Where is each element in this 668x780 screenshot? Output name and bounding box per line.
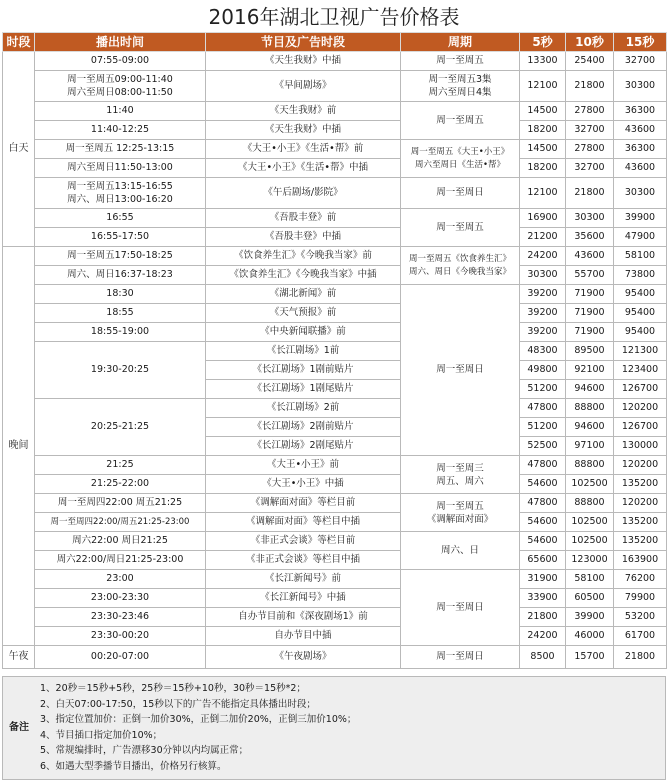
program: 《中央新闻联播》前 <box>206 323 401 342</box>
cycle: 周一至周五 <box>401 52 520 71</box>
air-time: 23:00-23:30 <box>35 589 206 608</box>
price-10s: 60500 <box>566 589 614 608</box>
table-row <box>3 304 667 323</box>
program: 《长江剧场》2前 <box>206 399 401 418</box>
price-15s: 73800 <box>614 266 667 285</box>
note-item: 6、如遇大型季播节目播出，价格另行核算。 <box>40 760 227 772</box>
price-15s: 43600 <box>614 159 667 178</box>
price-10s: 88800 <box>566 494 614 513</box>
table-row <box>3 247 667 266</box>
program: 《非正式会谈》等栏目中插 <box>206 551 401 570</box>
period-evening: 晚间 <box>3 247 35 646</box>
price-5s: 18200 <box>520 121 566 140</box>
air-time: 周一至周四22:00/周五21:25-23:00 <box>35 513 206 532</box>
table-row <box>3 532 667 551</box>
price-10s: 94600 <box>566 380 614 399</box>
air-time: 18:30 <box>35 285 206 304</box>
program: 《天生我财》前 <box>206 102 401 121</box>
table-row <box>3 513 667 532</box>
price-5s: 13300 <box>520 52 566 71</box>
table-row <box>3 52 667 71</box>
price-5s: 14500 <box>520 140 566 159</box>
table-row <box>3 646 667 669</box>
price-15s: 120200 <box>614 399 667 418</box>
price-5s: 52500 <box>520 437 566 456</box>
notes-section <box>2 676 666 780</box>
price-15s: 126700 <box>614 380 667 399</box>
air-time: 16:55-17:50 <box>35 228 206 247</box>
air-time: 21:25 <box>35 456 206 475</box>
price-15s: 120200 <box>614 456 667 475</box>
price-15s: 120200 <box>614 494 667 513</box>
program: 《大王•小王》前 <box>206 456 401 475</box>
cycle <box>401 71 520 102</box>
price-15s: 36300 <box>614 140 667 159</box>
price-15s: 36300 <box>614 102 667 121</box>
program: 《吾股丰登》中插 <box>206 228 401 247</box>
price-5s: 39200 <box>520 323 566 342</box>
price-5s: 12100 <box>520 71 566 102</box>
cycle <box>401 456 520 494</box>
price-5s: 24200 <box>520 247 566 266</box>
table-row <box>3 178 667 209</box>
price-10s: 71900 <box>566 304 614 323</box>
cycle: 周一至周日 <box>401 285 520 456</box>
air-time: 19:30-20:25 <box>35 342 206 399</box>
program: 《大王•小王》《生活•帮》中插 <box>206 159 401 178</box>
price-5s: 24200 <box>520 627 566 646</box>
table-row <box>3 342 667 361</box>
table-row <box>3 140 667 159</box>
table-row <box>3 102 667 121</box>
air-time: 周一至周四22:00 周五21:25 <box>35 494 206 513</box>
price-5s: 21800 <box>520 608 566 627</box>
price-15s: 95400 <box>614 323 667 342</box>
cycle-line: 周五、周六 <box>436 475 484 487</box>
price-5s: 39200 <box>520 285 566 304</box>
program: 《早间剧场》 <box>206 71 401 102</box>
price-15s: 30300 <box>614 71 667 102</box>
table-row <box>3 551 667 570</box>
cycle <box>401 140 520 178</box>
header-row <box>3 33 667 52</box>
price-5s: 21200 <box>520 228 566 247</box>
price-10s: 102500 <box>566 532 614 551</box>
header-program: 节目及广告时段 <box>206 33 401 52</box>
note-item: 4、节目插口指定加价10%； <box>40 729 163 741</box>
price-10s: 46000 <box>566 627 614 646</box>
cycle: 周一至周五 <box>401 102 520 140</box>
price-5s: 51200 <box>520 380 566 399</box>
note-item: 2、白天07:00-17:50，15秒以下的广告不能指定具体播出时段； <box>40 698 316 710</box>
price-10s: 43600 <box>566 247 614 266</box>
price-15s: 135200 <box>614 513 667 532</box>
price-5s: 47800 <box>520 494 566 513</box>
air-time-line: 周六至周日08:00-11:50 <box>67 87 173 98</box>
air-time: 周一至周五17:50-18:25 <box>35 247 206 266</box>
air-time: 周六22:00/周日21:25-23:00 <box>35 551 206 570</box>
price-15s: 47900 <box>614 228 667 247</box>
cycle <box>401 247 520 285</box>
price-5s: 54600 <box>520 513 566 532</box>
program: 《大王•小王》中插 <box>206 475 401 494</box>
air-time: 20:25-21:25 <box>35 399 206 456</box>
program: 《长江新闻号》中插 <box>206 589 401 608</box>
price-15s: 21800 <box>614 646 667 669</box>
price-5s: 47800 <box>520 399 566 418</box>
program: 《调解面对面》等栏目中插 <box>206 513 401 532</box>
price-5s: 65600 <box>520 551 566 570</box>
program: 《长江剧场》2剧尾贴片 <box>206 437 401 456</box>
table-row <box>3 159 667 178</box>
cycle: 周一至周五 <box>401 209 520 247</box>
price-15s: 32700 <box>614 52 667 71</box>
program: 《长江剧场》2剧前贴片 <box>206 418 401 437</box>
air-time: 21:25-22:00 <box>35 475 206 494</box>
price-15s: 121300 <box>614 342 667 361</box>
price-10s: 25400 <box>566 52 614 71</box>
price-5s: 16900 <box>520 209 566 228</box>
period-midnight: 午夜 <box>3 646 35 669</box>
air-time <box>35 178 206 209</box>
cycle-line: 《调解面对面》 <box>426 513 494 525</box>
air-time: 周六、周日16:37-18:23 <box>35 266 206 285</box>
table-row <box>3 608 667 627</box>
price-15s: 135200 <box>614 475 667 494</box>
air-time: 23:00 <box>35 570 206 589</box>
program: 《饮食养生汇》《今晚我当家》前 <box>206 247 401 266</box>
price-5s: 51200 <box>520 418 566 437</box>
price-5s: 30300 <box>520 266 566 285</box>
price-10s: 27800 <box>566 102 614 121</box>
price-5s: 49800 <box>520 361 566 380</box>
table-row <box>3 121 667 140</box>
air-time: 周一至周五 12:25-13:15 <box>35 140 206 159</box>
program: 《吾股丰登》前 <box>206 209 401 228</box>
price-10s: 58100 <box>566 570 614 589</box>
program: 《午后剧场/影院》 <box>206 178 401 209</box>
table-row <box>3 456 667 475</box>
table-row <box>3 323 667 342</box>
table-row <box>3 71 667 102</box>
price-15s: 61700 <box>614 627 667 646</box>
cycle: 周一至周日 <box>401 570 520 646</box>
air-time: 11:40-12:25 <box>35 121 206 140</box>
header-10s: 10秒 <box>566 33 614 52</box>
air-time: 11:40 <box>35 102 206 121</box>
program: 《调解面对面》等栏目前 <box>206 494 401 513</box>
price-10s: 88800 <box>566 456 614 475</box>
program: 《非正式会谈》等栏目前 <box>206 532 401 551</box>
air-time: 23:30-23:46 <box>35 608 206 627</box>
price-15s: 53200 <box>614 608 667 627</box>
program: 《湖北新闻》前 <box>206 285 401 304</box>
program: 《长江剧场》1前 <box>206 342 401 361</box>
price-10s: 94600 <box>566 418 614 437</box>
price-10s: 92100 <box>566 361 614 380</box>
price-5s: 8500 <box>520 646 566 669</box>
price-15s: 39900 <box>614 209 667 228</box>
price-10s: 32700 <box>566 159 614 178</box>
program: 《饮食养生汇》《今晚我当家》中插 <box>206 266 401 285</box>
air-time-line: 周一至周五09:00-11:40 <box>67 74 173 85</box>
price-15s: 130000 <box>614 437 667 456</box>
price-15s: 126700 <box>614 418 667 437</box>
price-15s: 76200 <box>614 570 667 589</box>
cycle-line: 周六至周日4集 <box>428 87 492 98</box>
program: 《天生我财》中插 <box>206 52 401 71</box>
program: 自办节目前和《深夜剧场1》前 <box>206 608 401 627</box>
price-15s: 58100 <box>614 247 667 266</box>
price-10s: 30300 <box>566 209 614 228</box>
price-10s: 27800 <box>566 140 614 159</box>
table-row <box>3 627 667 646</box>
price-table <box>2 32 667 669</box>
price-5s: 33900 <box>520 589 566 608</box>
price-10s: 71900 <box>566 285 614 304</box>
price-10s: 21800 <box>566 178 614 209</box>
price-5s: 39200 <box>520 304 566 323</box>
table-row <box>3 570 667 589</box>
header-5s: 5秒 <box>520 33 566 52</box>
price-10s: 102500 <box>566 513 614 532</box>
air-time <box>35 71 206 102</box>
price-10s: 39900 <box>566 608 614 627</box>
table-row <box>3 494 667 513</box>
program: 自办节目中插 <box>206 627 401 646</box>
price-10s: 97100 <box>566 437 614 456</box>
price-10s: 102500 <box>566 475 614 494</box>
air-time: 18:55 <box>35 304 206 323</box>
price-15s: 79900 <box>614 589 667 608</box>
price-15s: 95400 <box>614 285 667 304</box>
air-time-line: 周六、周日13:00-16:20 <box>67 194 173 205</box>
header-period: 时段 <box>3 33 35 52</box>
price-10s: 55700 <box>566 266 614 285</box>
cycle: 周一至周日 <box>401 646 520 669</box>
price-15s: 30300 <box>614 178 667 209</box>
table-row <box>3 266 667 285</box>
air-time: 00:20-07:00 <box>35 646 206 669</box>
table-row <box>3 475 667 494</box>
price-10s: 88800 <box>566 399 614 418</box>
air-time: 周六22:00 周日21:25 <box>35 532 206 551</box>
notes-list <box>40 681 660 774</box>
table-row <box>3 209 667 228</box>
header-air-time: 播出时间 <box>35 33 206 52</box>
program: 《大王•小王》《生活•帮》前 <box>206 140 401 159</box>
price-10s: 35600 <box>566 228 614 247</box>
price-15s: 95400 <box>614 304 667 323</box>
price-5s: 18200 <box>520 159 566 178</box>
price-10s: 21800 <box>566 71 614 102</box>
header-15s: 15秒 <box>614 33 667 52</box>
cycle-line: 周六、周日《今晚我当家》 <box>408 266 511 277</box>
air-time: 18:55-19:00 <box>35 323 206 342</box>
program: 《天生我财》中插 <box>206 121 401 140</box>
price-5s: 54600 <box>520 532 566 551</box>
header-cycle: 周期 <box>401 33 520 52</box>
price-15s: 135200 <box>614 532 667 551</box>
cycle-line: 周一至周五3集 <box>428 74 492 85</box>
page-title: 2016年湖北卫视广告价格表 <box>208 5 460 29</box>
table-row <box>3 285 667 304</box>
cycle-line: 周一至周五《饮食养生汇》 <box>408 253 511 264</box>
program: 《长江新闻号》前 <box>206 570 401 589</box>
air-time: 07:55-09:00 <box>35 52 206 71</box>
price-5s: 14500 <box>520 102 566 121</box>
table-row <box>3 228 667 247</box>
price-15s: 43600 <box>614 121 667 140</box>
note-item: 3、指定位置加价：正倒一加价30%，正倒二加价20%，正倒三加价10%； <box>40 714 357 725</box>
cycle: 周一至周日 <box>401 178 520 209</box>
table-row <box>3 399 667 418</box>
price-10s: 89500 <box>566 342 614 361</box>
air-time: 周六至周日11:50-13:00 <box>35 159 206 178</box>
program: 《午夜剧场》 <box>206 646 401 669</box>
price-5s: 12100 <box>520 178 566 209</box>
program: 《长江剧场》1剧前贴片 <box>206 361 401 380</box>
program: 《天气预报》前 <box>206 304 401 323</box>
cycle: 周六、日 <box>401 532 520 570</box>
price-5s: 47800 <box>520 456 566 475</box>
price-5s: 54600 <box>520 475 566 494</box>
air-time: 16:55 <box>35 209 206 228</box>
price-10s: 123000 <box>566 551 614 570</box>
price-15s: 163900 <box>614 551 667 570</box>
cycle-line: 周一至周五 <box>436 500 484 512</box>
price-15s: 123400 <box>614 361 667 380</box>
note-item: 1、20秒＝15秒+5秒，25秒＝15秒+10秒，30秒＝15秒*2； <box>40 683 306 694</box>
notes-label: 备注 <box>9 722 29 733</box>
period-day: 白天 <box>3 52 35 247</box>
price-10s: 71900 <box>566 323 614 342</box>
price-5s: 48300 <box>520 342 566 361</box>
price-10s: 15700 <box>566 646 614 669</box>
air-time: 23:30-00:20 <box>35 627 206 646</box>
table-row <box>3 589 667 608</box>
cycle-line: 周六至周日《生活•帮》 <box>414 159 505 170</box>
note-item: 5、常规编排时，广告漂移30分钟以内均属正常； <box>40 745 249 756</box>
price-5s: 31900 <box>520 570 566 589</box>
program: 《长江剧场》1剧尾贴片 <box>206 380 401 399</box>
cycle-line: 周一至周五《大王•小王》 <box>410 146 510 157</box>
air-time-line: 周一至周五13:15-16:55 <box>67 181 173 192</box>
price-10s: 32700 <box>566 121 614 140</box>
cycle <box>401 494 520 532</box>
cycle-line: 周一至周三 <box>436 462 484 474</box>
